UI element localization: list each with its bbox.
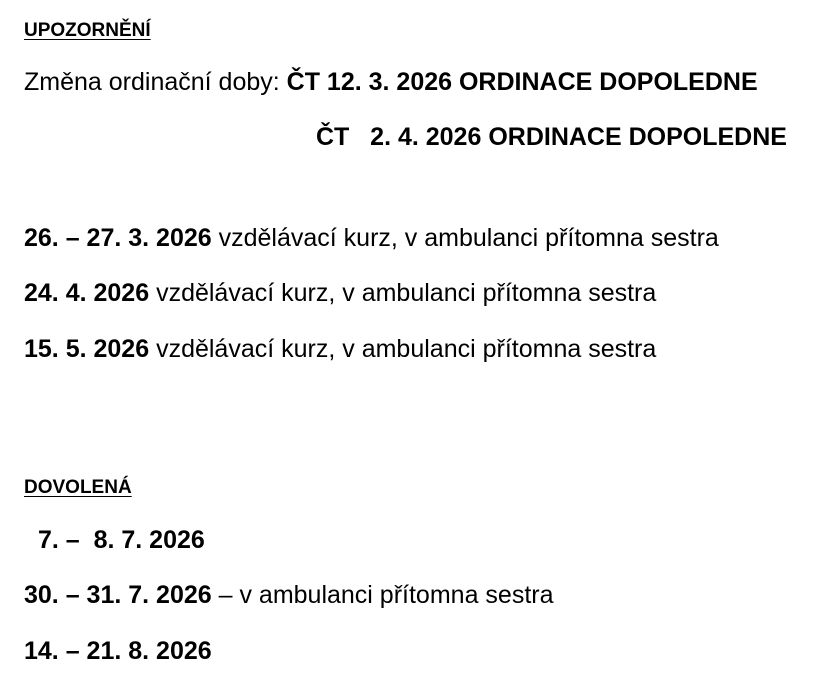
course-text: vzdělávací kurz, v ambulanci přítomna sestra [149, 279, 657, 307]
hours-change-line [24, 67, 758, 97]
course-line [24, 223, 719, 253]
vacation-date: 14. – 21. 8. 2026 [24, 637, 212, 665]
hours-change-item: ČT 2. 4. 2026 ORDINACE DOPOLEDNE [316, 123, 787, 151]
vacation-line [24, 636, 212, 666]
vacation-heading: DOVOLENÁ [24, 477, 132, 498]
course-line [24, 334, 656, 364]
course-text: vzdělávací kurz, v ambulanci přítomna sestra [211, 224, 719, 252]
vacation-date: 30. – 31. 7. 2026 [24, 581, 212, 609]
vacation-line [38, 525, 205, 555]
hours-change-item: ČT 12. 3. 2026 ORDINACE DOPOLEDNE [286, 68, 758, 96]
vacation-line [24, 580, 554, 610]
course-date: 15. 5. 2026 [24, 335, 150, 363]
course-date: 26. – 27. 3. 2026 [24, 224, 212, 252]
course-line [24, 278, 656, 308]
course-date: 24. 4. 2026 [24, 279, 150, 307]
hours-change-label: Změna ordinační doby: [24, 68, 280, 96]
vacation-date: 7. – 8. 7. 2026 [38, 526, 205, 554]
notice-heading: UPOZORNĚNÍ [24, 20, 151, 41]
vacation-text: – v ambulanci přítomna sestra [211, 581, 554, 609]
course-text: vzdělávací kurz, v ambulanci přítomna sestra [149, 335, 657, 363]
